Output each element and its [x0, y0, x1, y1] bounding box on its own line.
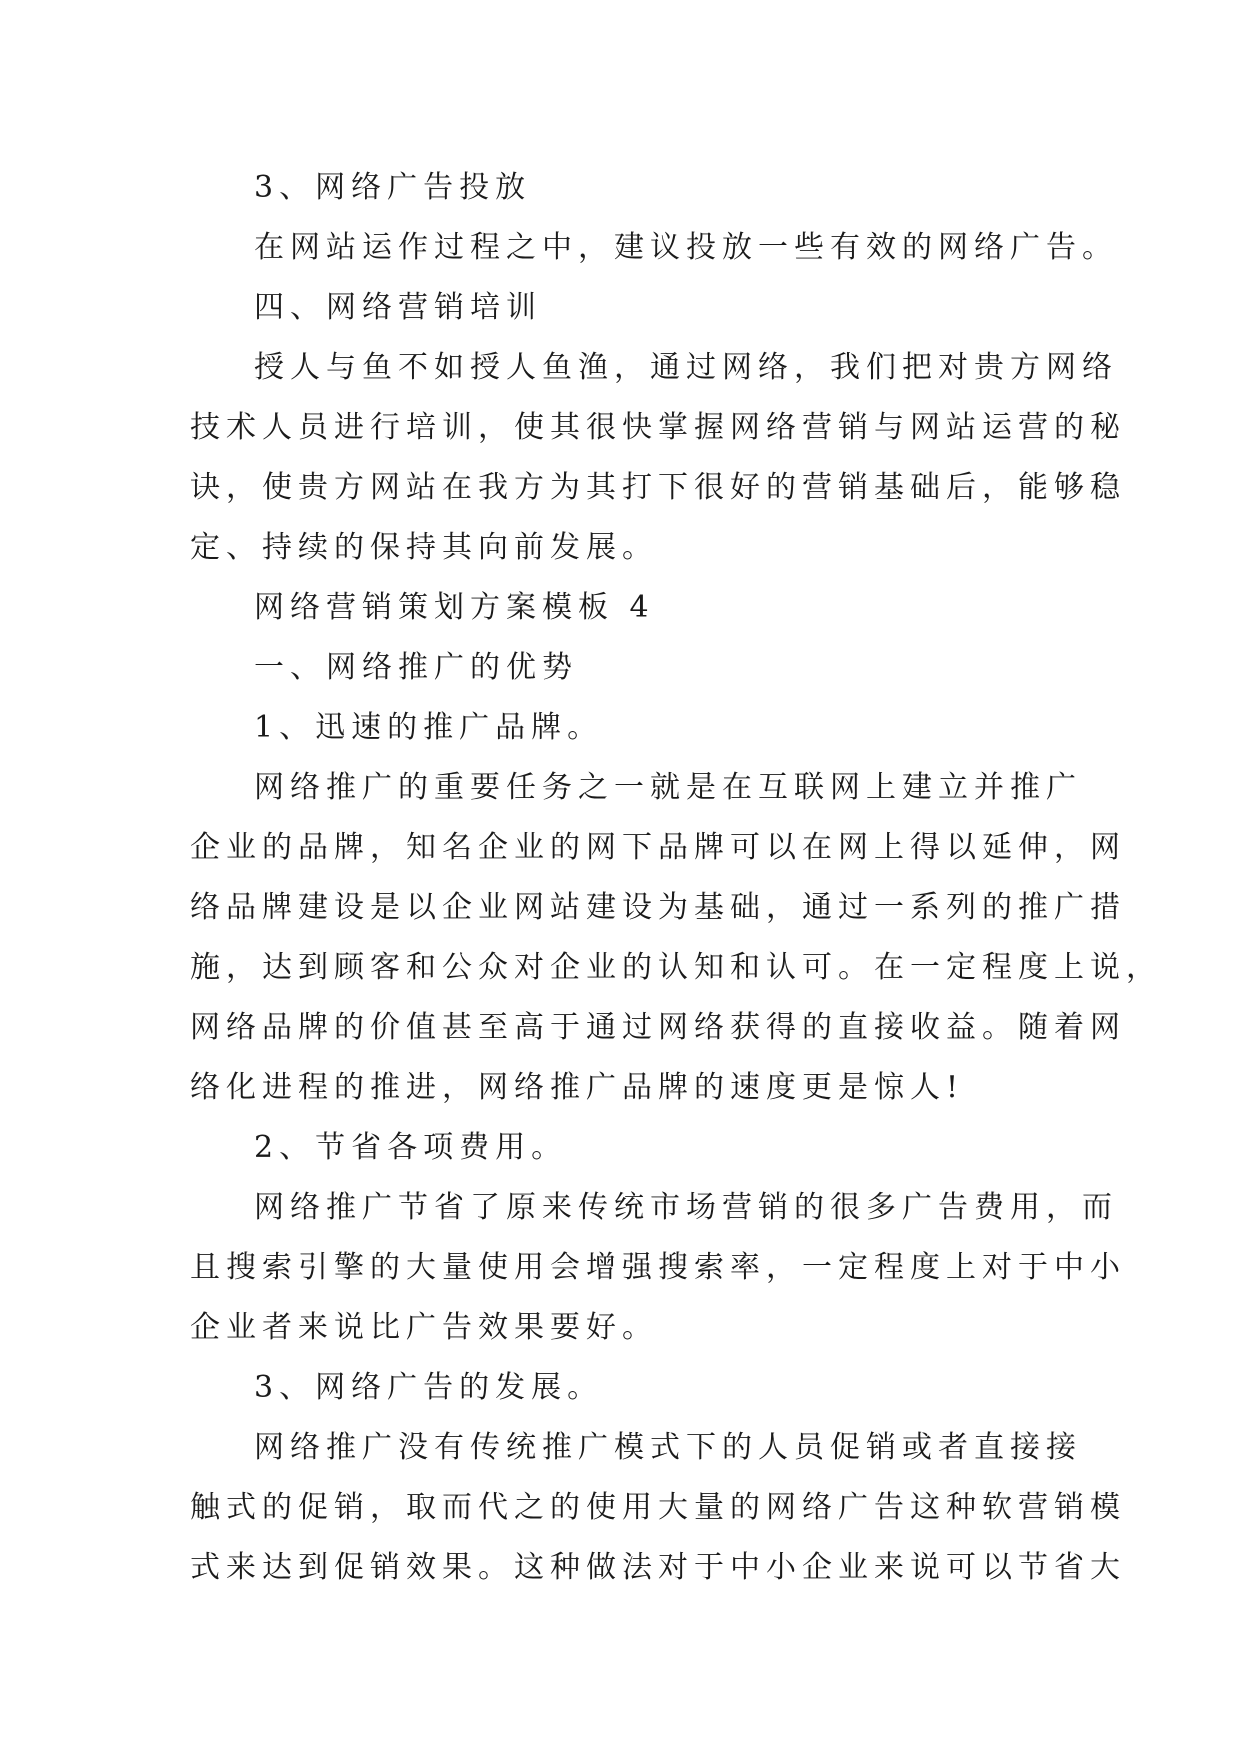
heading-advantages: 一、网络推广的优势 [254, 650, 578, 685]
paragraph-line: 网络品牌的价值甚至高于通过网络获得的直接收益。随着网 [190, 1010, 1126, 1045]
paragraph-line: 企业的品牌，知名企业的网下品牌可以在网上得以延伸，网 [190, 830, 1126, 865]
section-title: 网络营销策划方案模板 4 [254, 590, 655, 625]
heading-marketing-training: 四、网络营销培训 [254, 290, 542, 325]
paragraph-line: 络品牌建设是以企业网站建设为基础，通过一系列的推广措 [190, 890, 1126, 925]
paragraph-line: 且搜索引擎的大量使用会增强搜索率，一定程度上对于中小 [190, 1250, 1126, 1285]
subheading-save-costs: 2、节省各项费用。 [254, 1130, 568, 1165]
paragraph-line: 式来达到促销效果。这种做法对于中小企业来说可以节省大 [190, 1550, 1126, 1585]
paragraph-line: 络化进程的推进，网络推广品牌的速度更是惊人! [190, 1070, 965, 1105]
paragraph-line: 技术人员进行培训，使其很快掌握网络营销与网站运营的秘 [190, 410, 1126, 445]
paragraph-line: 网络推广节省了原来传统市场营销的很多广告费用，而 [254, 1190, 1118, 1225]
paragraph-line: 诀，使贵方网站在我方为其打下很好的营销基础后，能够稳 [190, 470, 1126, 505]
paragraph-line: 在网站运作过程之中，建议投放一些有效的网络广告。 [254, 230, 1118, 265]
subheading-brand: 1、迅速的推广品牌。 [254, 710, 604, 745]
paragraph-line: 网络推广的重要任务之一就是在互联网上建立并推广 [254, 770, 1082, 805]
paragraph-line: 定、持续的保持其向前发展。 [190, 530, 658, 565]
paragraph-line: 施，达到顾客和公众对企业的认知和认可。在一定程度上说， [190, 950, 1162, 985]
subheading-ad-development: 3、网络广告的发展。 [254, 1370, 604, 1405]
paragraph-line: 企业者来说比广告效果要好。 [190, 1310, 658, 1345]
paragraph-line: 触式的促销，取而代之的使用大量的网络广告这种软营销模 [190, 1490, 1126, 1525]
paragraph-line: 网络推广没有传统推广模式下的人员促销或者直接接 [254, 1430, 1082, 1465]
heading-ad-placement: 3、网络广告投放 [254, 170, 532, 205]
paragraph-line: 授人与鱼不如授人鱼渔，通过网络，我们把对贵方网络 [254, 350, 1118, 385]
